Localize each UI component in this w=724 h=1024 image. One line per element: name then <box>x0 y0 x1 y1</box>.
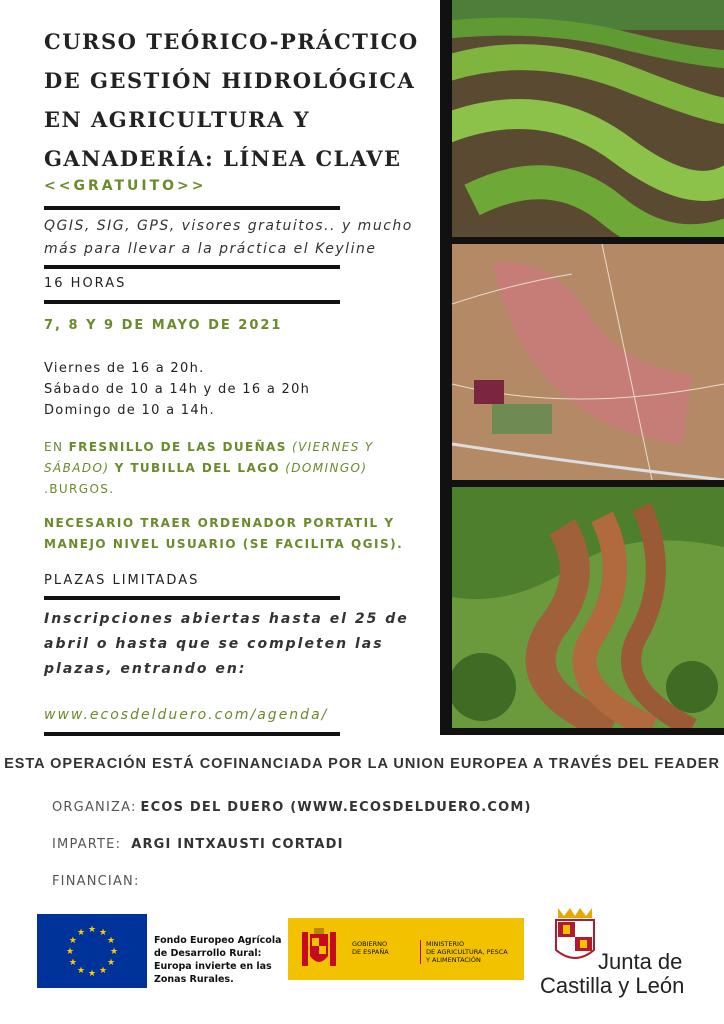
eu-star-icon: ★ <box>98 927 108 938</box>
schedule-item: Sábado de 10 a 14h y de 16 a 20h <box>44 382 311 397</box>
location-days-2: (DOMINGO) <box>280 461 368 475</box>
divider <box>44 265 340 269</box>
eafrd-line: Zonas Rurales. <box>154 974 234 985</box>
spain-ministry-logo <box>288 918 524 980</box>
ministerio-text <box>420 940 508 964</box>
schedule-item: Viernes de 16 a 20h. <box>44 361 205 376</box>
location-days-1: (VIERNES Y SÁBADO) <box>44 440 374 475</box>
aerial-map-photo <box>452 244 724 480</box>
organizer-line <box>52 800 532 815</box>
location-conjunction: Y <box>114 461 131 475</box>
course-requirement: NECESARIO TRAER ORDENADOR PORTATIL Y MANEJO NIVEL USUARIO (SE FACILITA QGIS). <box>44 516 404 551</box>
divider <box>44 596 340 600</box>
course-location <box>44 437 424 500</box>
junta-logo-text <box>540 950 684 998</box>
junta-line: Castilla y León <box>540 973 685 998</box>
schedule-list <box>44 358 310 421</box>
location-place-1: FRESNILLO DE LAS DUEÑAS <box>68 440 287 454</box>
spain-coat-of-arms-icon <box>298 926 340 972</box>
organizer-value: ECOS DEL DUERO (WWW.ECOSDELDUERO.COM) <box>140 800 532 815</box>
ministerio-line: DE AGRICULTURA, PESCA <box>426 948 508 956</box>
registration-text: Inscripciones abiertas hasta el 25 de abril o hasta que se completen las plazas, entrando en: <box>44 611 409 677</box>
eu-star-icon: ★ <box>107 936 116 946</box>
instructor-line <box>52 837 344 852</box>
cofinanced-notice: ESTA OPERACIÓN ESTÁ COFINANCIADA POR LA UNION EUROPEA A TRAVÉS DEL FEADER <box>4 756 720 772</box>
gobierno-line: GOBIERNO <box>352 940 388 948</box>
eu-star-icon: ★ <box>68 936 77 946</box>
limited-seats: PLAZAS LIMITADAS <box>44 573 200 588</box>
divider <box>44 732 340 736</box>
eu-star-icon: ★ <box>107 958 116 968</box>
registration-link[interactable]: www.ecosdelduero.com/agenda/ <box>44 707 329 723</box>
course-title: CURSO TEÓRICO-PRÁCTICO DE GESTIÓN HIDROLÓGICA EN AGRICULTURA Y GANADERÍA: LÍNEA CLAVE <box>44 29 419 171</box>
divider <box>44 300 340 304</box>
free-badge: <<GRATUITO>> <box>44 178 207 194</box>
keyline-terraces-photo <box>452 487 724 728</box>
ministerio-line: MINISTERIO <box>426 940 465 948</box>
eu-star-icon: ★ <box>87 925 97 935</box>
location-prefix: EN <box>44 440 69 454</box>
funders-label: FINANCIAN: <box>52 874 140 889</box>
instructor-label: IMPARTE: <box>52 837 122 852</box>
eu-star-icon: ★ <box>68 958 77 968</box>
location-suffix: .BURGOS. <box>44 482 115 496</box>
course-hours: 16 HORAS <box>44 276 127 291</box>
ministerio-line: Y ALIMENTACIÓN <box>426 956 481 964</box>
course-subtitle: QGIS, SIG, GPS, visores gratuitos.. y mucho más para llevar a la práctica el Keyline <box>44 218 413 257</box>
eafrd-line: Fondo Europeo Agrícola <box>154 935 282 946</box>
eu-flag-icon <box>37 914 147 988</box>
instructor-value: ARGI INTXAUSTI CORTADI <box>131 837 344 852</box>
divider <box>44 206 340 210</box>
eafrd-logo-text <box>154 934 284 986</box>
organizer-label: ORGANIZA: <box>52 800 137 815</box>
junta-line: Junta de <box>598 949 683 974</box>
eafrd-line: de Desarrollo Rural: <box>154 948 262 959</box>
eu-star-icon: ★ <box>109 947 119 957</box>
eu-star-icon: ★ <box>65 947 75 957</box>
schedule-item: Domingo de 10 a 14h. <box>44 403 215 418</box>
eu-star-icon: ★ <box>87 969 97 979</box>
gobierno-line: DE ESPAÑA <box>352 948 389 956</box>
location-place-2: TUBILLA DEL LAGO <box>130 461 280 475</box>
eafrd-line: Europa invierte en las <box>154 961 272 972</box>
eu-star-icon: ★ <box>76 927 86 938</box>
course-dates: 7, 8 Y 9 DE MAYO DE 2021 <box>44 318 283 333</box>
gobierno-text <box>352 940 389 956</box>
lettuce-field-photo <box>452 0 724 237</box>
eu-star-icon: ★ <box>98 966 108 977</box>
eu-star-icon: ★ <box>76 966 86 977</box>
